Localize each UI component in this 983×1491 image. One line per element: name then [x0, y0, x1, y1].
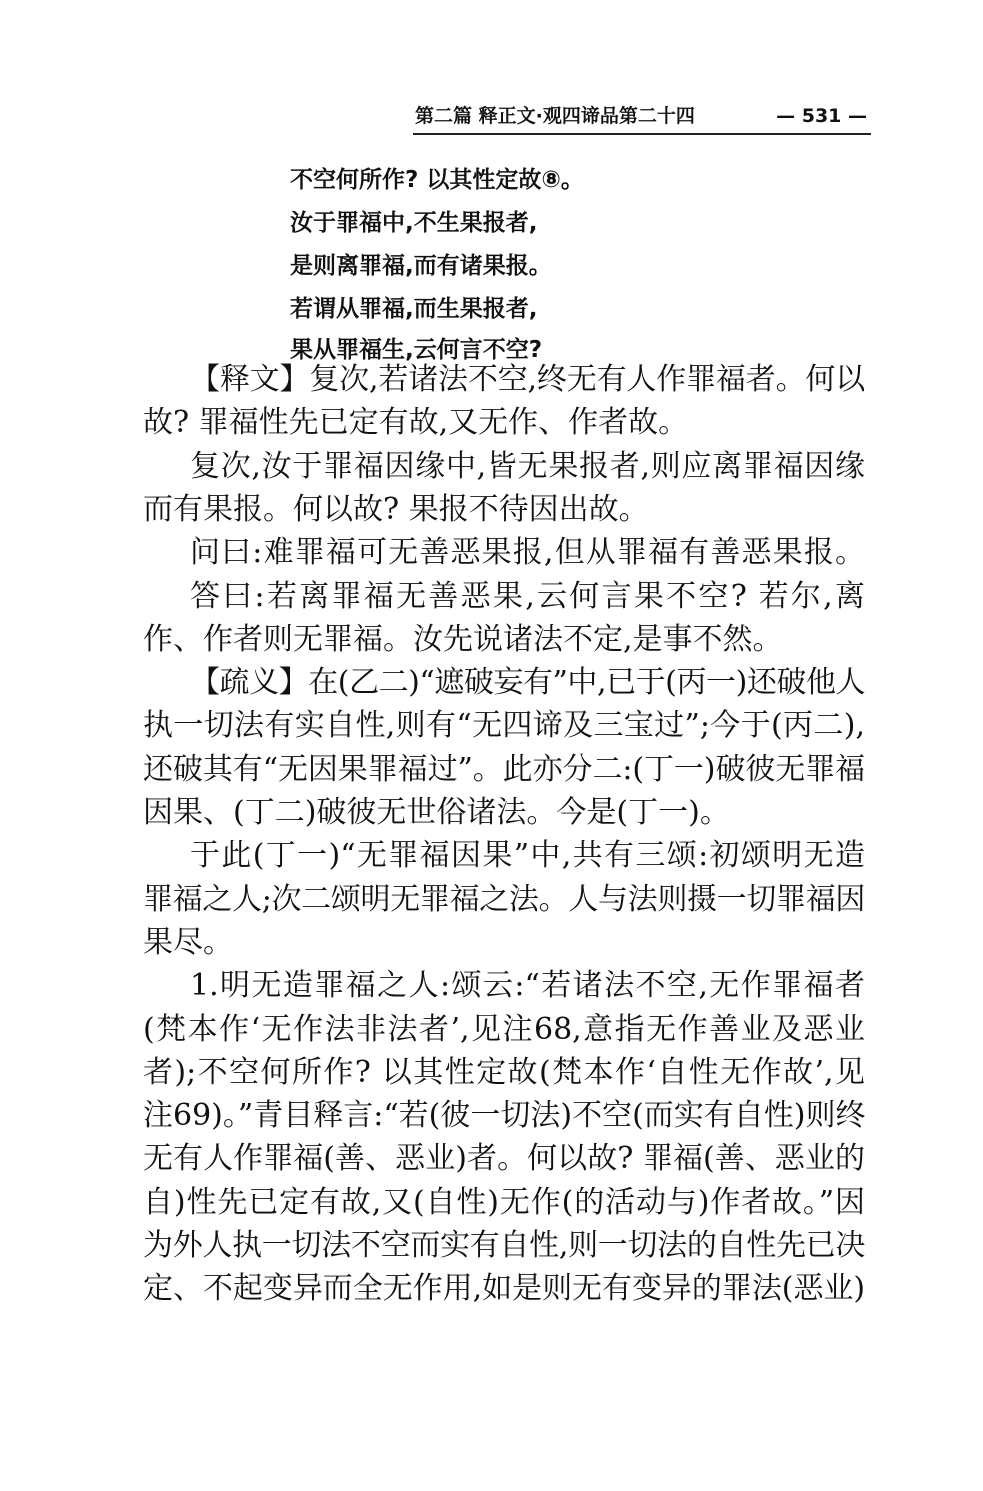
- verse-line: 若谓从罪福,而生果报者,: [290, 296, 538, 322]
- text-line: 者);不空何所作? 以其性定故(梵本作‘自性无作故’,见: [143, 1054, 865, 1090]
- text-line: 还破其有“无因果罪福过”。此亦分二:(丁一)破彼无罪福: [143, 751, 865, 787]
- text-line: 【释文】复次,若诸法不空,终无有人作罪福者。何以: [190, 362, 865, 397]
- text-line: 自)性先已定有故,又(自性)无作(的活动与)作者故。”因: [143, 1184, 865, 1220]
- text-line: 果尽。: [143, 924, 233, 960]
- text-line: 1.明无造罪福之人:颂云:“若诸法不空,无作罪福者: [190, 968, 865, 1004]
- verse-line: 汝于罪福中,不生果报者,: [290, 210, 538, 236]
- verse-line: 果从罪福生,云何言不空?: [290, 337, 543, 363]
- text-line: 故? 罪福性先已定有故,又无作、作者故。: [143, 405, 689, 441]
- text-line: 注69)。”青目释言:“若(彼一切法)不空(而实有自性)则终: [143, 1098, 866, 1134]
- text-line: 问曰:难罪福可无善恶果报,但从罪福有善恶果报。: [190, 535, 865, 571]
- text-line: 作、作者则无罪福。汝先说诸法不定,是事不然。: [143, 621, 783, 657]
- text-line: 罪福之人;次二颂明无罪福之法。人与法则摄一切罪福因: [143, 881, 865, 917]
- text-line: 答曰:若离罪福无善恶果,云何言果不空? 若尔,离: [190, 578, 865, 614]
- verse-line: 不空何所作? 以其性定故⑧。: [290, 167, 584, 193]
- page-number: — 531 —: [776, 105, 867, 127]
- text-line: 无有人作罪福(善、恶业)者。何以故? 罪福(善、恶业的: [143, 1141, 865, 1177]
- text-line: 【疏义】在(乙二)“遮破妄有”中,已于(丙一)还破他人: [190, 665, 865, 701]
- text-line: 复次,汝于罪福因缘中,皆无果报者,则应离罪福因缘: [190, 448, 865, 484]
- text-line: 执一切法有实自性,则有“无四谛及三宝过”;今于(丙二),: [143, 708, 865, 744]
- text-line: 而有果报。何以故? 果报不待因出故。: [143, 491, 649, 527]
- header-rule: [413, 133, 871, 135]
- running-header: [415, 104, 867, 128]
- text-line: 因果、(丁二)破彼无世俗诸法。今是(丁一)。: [143, 795, 730, 830]
- text-line: 定、不起变异而全无作用,如是则无有变异的罪法(恶业): [143, 1271, 865, 1307]
- running-title: 第二篇 释正文·观四谛品第二十四: [415, 105, 695, 127]
- text-line: (梵本作‘无作法非法者’,见注68,意指无作善业及恶业: [143, 1011, 865, 1047]
- text-line: 于此(丁一)“无罪福因果”中,共有三颂:初颂明无造: [190, 838, 865, 874]
- text-line: 为外人执一切法不空而实有自性,则一切法的自性先已决: [143, 1228, 865, 1263]
- verse-line: 是则离罪福,而有诸果报。: [290, 253, 552, 279]
